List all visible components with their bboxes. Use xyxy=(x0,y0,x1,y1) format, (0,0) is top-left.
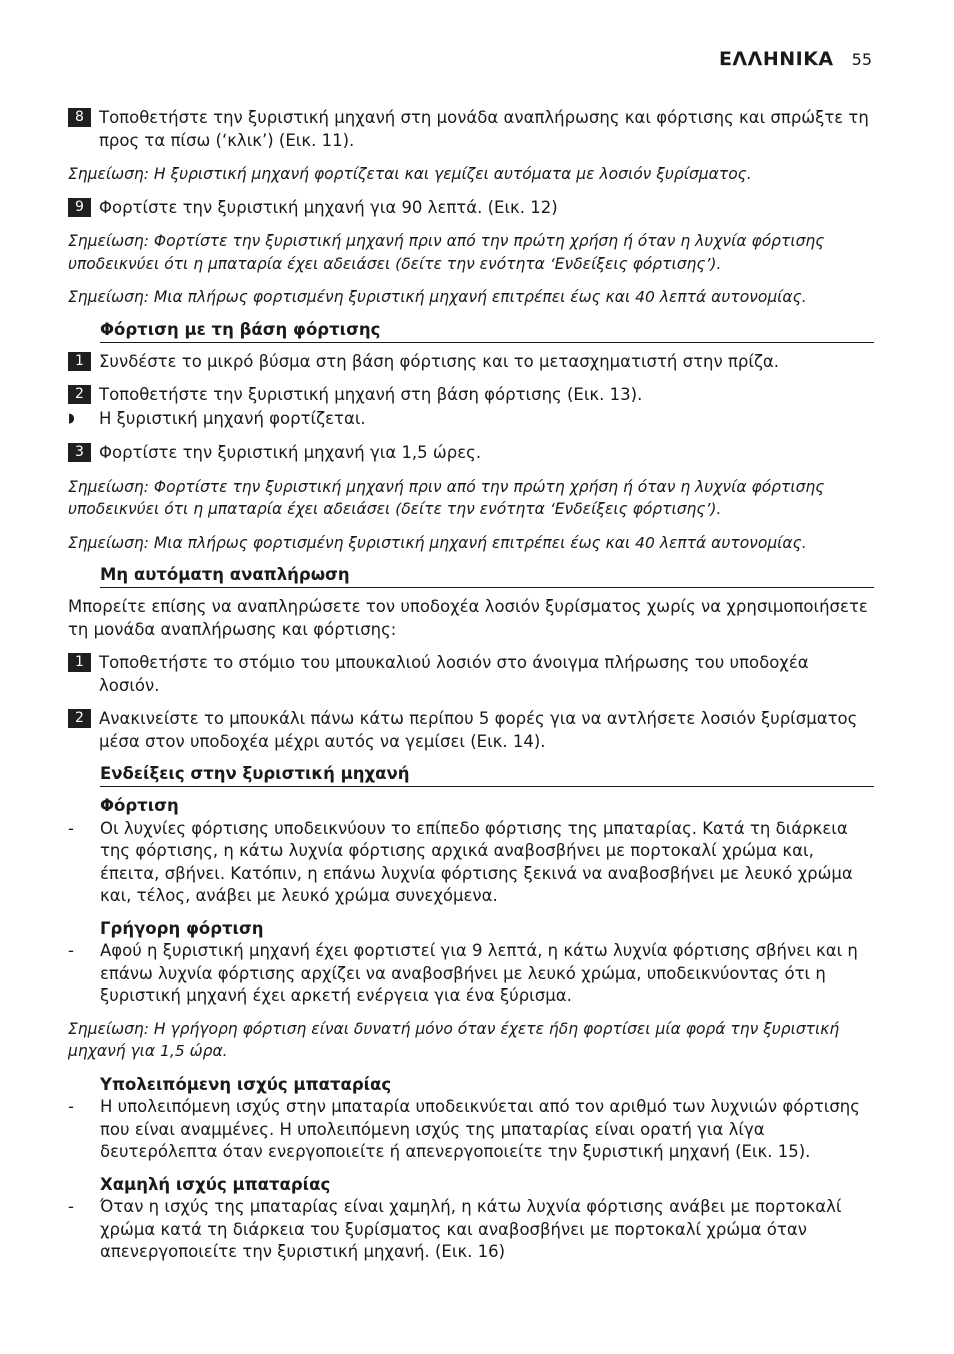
step-8 xyxy=(68,107,874,152)
section-title-manual-refill: Μη αυτόματη αναπλήρωση xyxy=(100,565,874,588)
result-text: Η ξυριστική μηχανή φορτίζεται. xyxy=(99,408,366,428)
bullet-dash: - xyxy=(68,941,74,960)
bullet-text: Όταν η ισχύς της μπαταρίας είναι χαμηλή, η κάτω λυχνία φόρτισης ανάβει με πορτοκαλί χρώμα κατά τη διάρκεια του ξυρίσματος και αναβοσβήνει με πορτοκαλί χρώμα όταν απενεργοποιείτε την ξυριστική μηχανή. (Εικ. 16) xyxy=(100,1197,842,1261)
step-2 xyxy=(68,384,874,407)
step-1 xyxy=(68,652,874,697)
intro-paragraph: Μπορείτε επίσης να αναπληρώσετε τον υποδοχέα λοσιόν ξυρίσματος χωρίς να χρησιμοποιήσετε τη μονάδα αναπλήρωσης και φόρτισης: xyxy=(68,597,868,639)
note: Σημείωση: Φορτίστε την ξυριστική μηχανή πριν από την πρώτη χρήση ή όταν η λυχνία φόρτισης υποδεικνύει ότι η μπαταρία έχει αδειάσει (δείτε την ενότητα ‘Ενδείξεις φόρτισης’). xyxy=(68,477,825,518)
step-2 xyxy=(68,708,874,753)
step-text: Φορτίστε την ξυριστική μηχανή για 1,5 ώρες. xyxy=(99,443,482,462)
step-1 xyxy=(68,351,874,374)
note: Σημείωση: Η γρήγορη φόρτιση είναι δυνατή μόνο όταν έχετε ήδη φορτίσει μία φορά την ξυριστική μηχανή για 1,5 ώρα. xyxy=(68,1019,840,1060)
bullet-dash: - xyxy=(68,818,74,838)
page-header xyxy=(719,48,872,70)
main-content xyxy=(68,107,874,1274)
page-number: 55 xyxy=(851,50,872,69)
bullet-text: Αφού η ξυριστική μηχανή έχει φορτιστεί για 9 λεπτά, η κάτω λυχνία φόρτισης σβήνει και η επάνω λυχνία φόρτισης αρχίζει να αναβοσβήνει με λευκό χρώμα, υποδεικνύοντας ότι η ξυριστική μηχανή έχει αρκετή ενέργεια για ένα ξύρισμα. xyxy=(100,941,858,1005)
step-text: Συνδέστε το μικρό βύσμα στη βάση φόρτισης και το μετασχηματιστή στην πρίζα. xyxy=(99,351,780,371)
subheading-low-battery: Χαμηλή ισχύς μπαταρίας xyxy=(100,1174,331,1194)
subheading-charging: Φόρτιση xyxy=(100,796,179,815)
note: Σημείωση: Μια πλήρως φορτισμένη ξυριστική μηχανή επιτρέπει έως και 40 λεπτά αυτονομίας. xyxy=(68,533,807,552)
bullet-dash: - xyxy=(68,1197,74,1216)
step-number-badge: 1 xyxy=(68,352,91,371)
step-number-badge: 2 xyxy=(68,385,91,404)
bullet-item xyxy=(68,818,874,908)
step-number-badge: 2 xyxy=(68,709,91,728)
result-line xyxy=(68,408,874,431)
step-number-badge: 9 xyxy=(68,198,91,217)
bullet-item xyxy=(68,1196,874,1264)
result-arrow-icon: ◗ xyxy=(68,410,75,426)
step-3 xyxy=(68,442,874,465)
subheading-remaining-battery: Υπολειπόμενη ισχύς μπαταρίας xyxy=(100,1074,392,1094)
note: Σημείωση: Η ξυριστική μηχανή φορτίζεται και γεμίζει αυτόματα με λοσιόν ξυρίσματος. xyxy=(68,165,752,183)
note: Σημείωση: Μια πλήρως φορτισμένη ξυριστική μηχανή επιτρέπει έως και 40 λεπτά αυτονομίας. xyxy=(68,288,807,306)
step-9 xyxy=(68,197,874,220)
language-label: ΕΛΛΗΝΙΚΑ xyxy=(718,48,834,70)
note: Σημείωση: Φορτίστε την ξυριστική μηχανή πριν από την πρώτη χρήση ή όταν η λυχνία φόρτισης υποδεικνύει ότι η μπαταρία έχει αδειάσει (δείτε την ενότητα ‘Ενδείξεις φόρτισης’). xyxy=(68,232,825,273)
step-number-badge: 3 xyxy=(68,443,91,462)
step-text: Τοποθετήστε την ξυριστική μηχανή στη βάση φόρτισης (Εικ. 13). xyxy=(99,385,643,404)
subheading-quick-charge: Γρήγορη φόρτιση xyxy=(100,918,264,938)
step-number-badge: 1 xyxy=(68,653,91,672)
section-title-indicators: Ενδείξεις στην ξυριστική μηχανή xyxy=(100,764,874,787)
step-text: Ανακινείστε το μπουκάλι πάνω κάτω περίπου 5 φορές για να αντλήσετε λοσιόν ξυρίσματος μέσα στον υποδοχέα μέχρι αυτός να γεμίσει (Εικ. 14). xyxy=(99,709,858,751)
bullet-item xyxy=(68,1096,874,1164)
bullet-item xyxy=(68,940,874,1008)
step-number-badge: 8 xyxy=(68,108,91,127)
section-title-charging-base: Φόρτιση με τη βάση φόρτισης xyxy=(100,320,874,343)
step-text: Φορτίστε την ξυριστική μηχανή για 90 λεπτά. (Εικ. 12) xyxy=(99,197,558,217)
bullet-dash: - xyxy=(68,1097,74,1116)
step-text: Τοποθετήστε την ξυριστική μηχανή στη μονάδα αναπλήρωσης και φόρτισης και σπρώξτε τη προς τα πίσω (‘κλικ’) (Εικ. 11). xyxy=(99,108,869,150)
bullet-text: Η υπολειπόμενη ισχύς στην μπαταρία υποδεικνύεται από τον αριθμό των λυχνιών φόρτισης που είναι αναμμένες. Η υπολειπόμενη ισχύς της μπαταρίας είναι ορατή για λίγα δευτερόλεπτα όταν ενεργοποιείτε ή απενεργοποιείτε την ξυριστική μηχανή (Εικ. 15). xyxy=(100,1097,860,1161)
bullet-text: Οι λυχνίες φόρτισης υποδεικνύουν το επίπεδο φόρτισης της μπαταρίας. Κατά τη διάρκεια της φόρτισης, η κάτω λυχνία φόρτισης αρχικά αναβοσβήνει με πορτοκαλί χρώμα και, έπειτα, σβήνει. Κατόπιν, η επάνω λυχνία φόρτισης ξεκινά να αναβοσβήνει με λευκό χρώμα και, τέλος, ανάβει με λευκό χρώμα συνεχόμενα. xyxy=(100,818,853,905)
step-text: Τοποθετήστε το στόμιο του μπουκαλιού λοσιόν στο άνοιγμα πλήρωσης του υποδοχέα λοσιόν. xyxy=(99,653,809,695)
